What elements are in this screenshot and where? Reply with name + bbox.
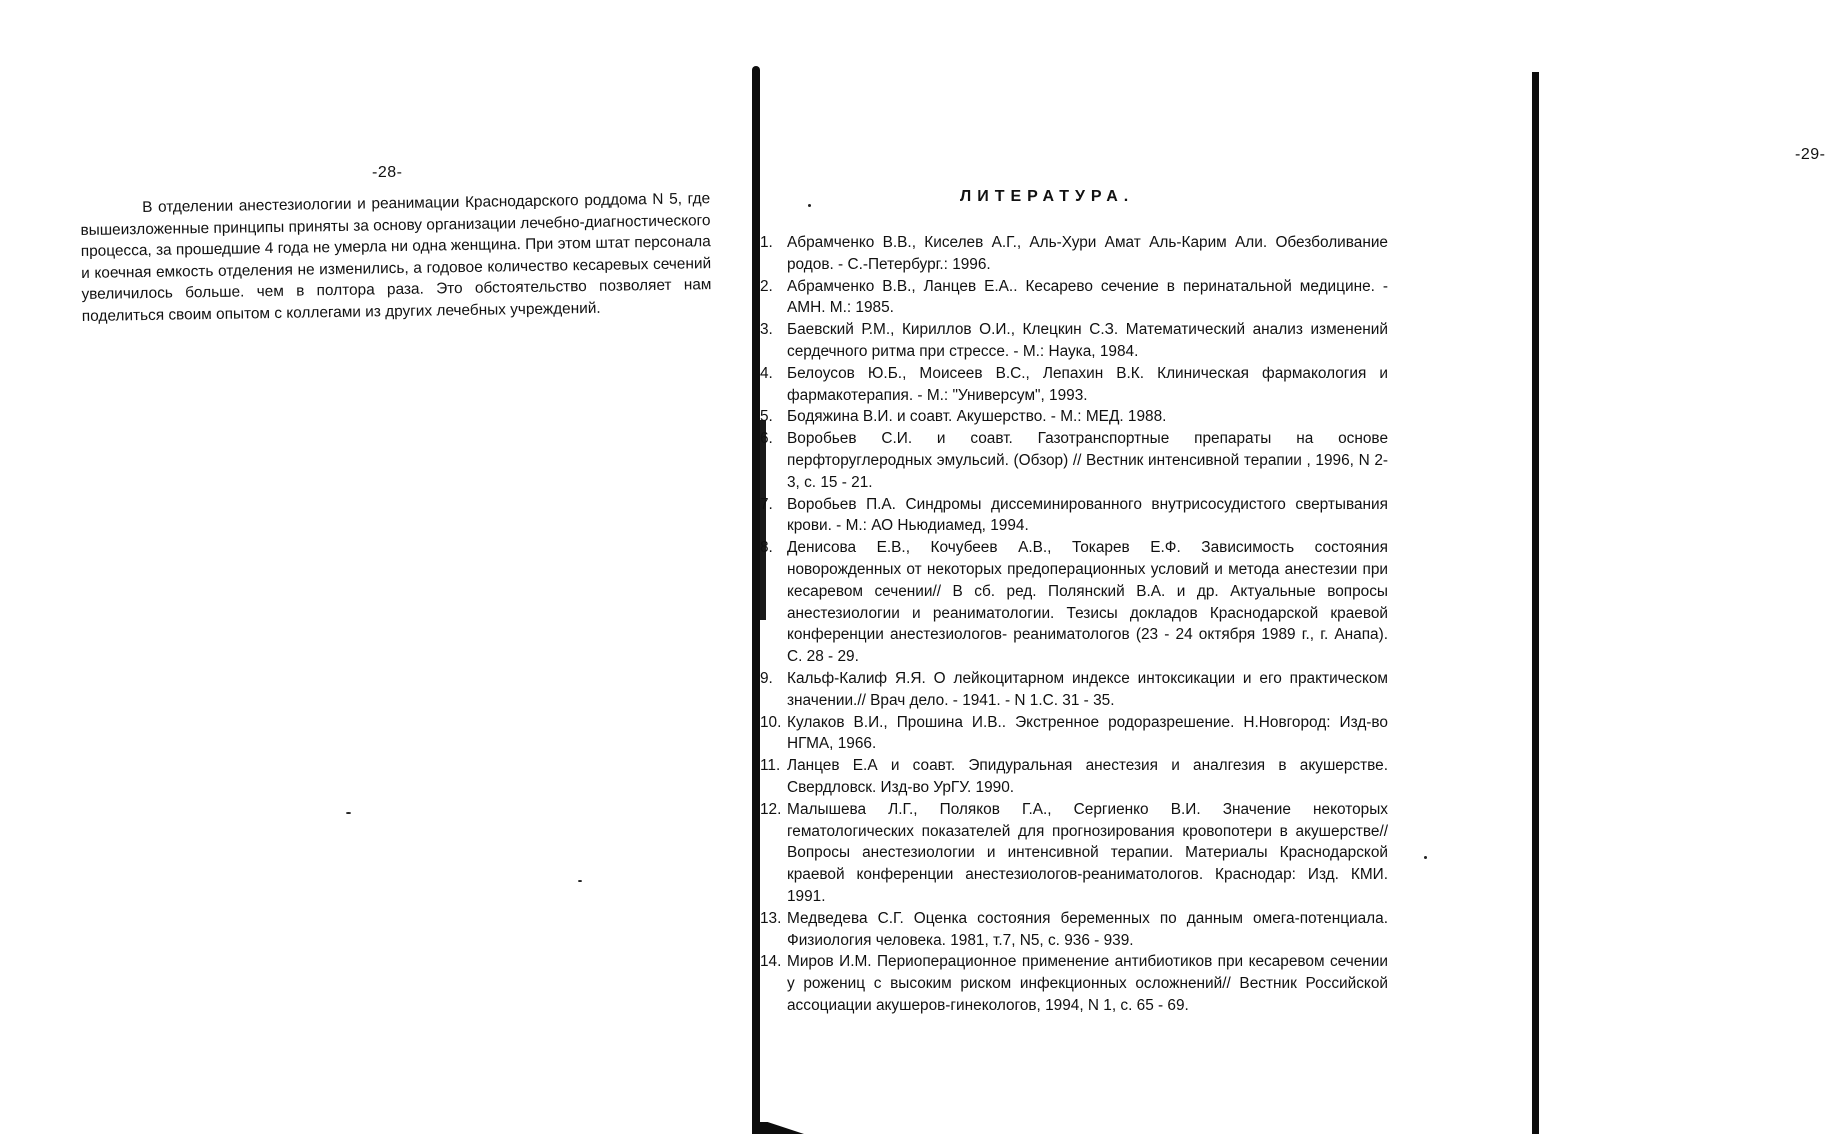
reference-number: 5. — [760, 408, 773, 426]
reference-text: Кулаков В.И., Прошина И.В.. Экстренное родоразрешение. Н.Новгород: Изд-во НГМА, 1966. — [787, 713, 1388, 753]
reference-number: 10. — [760, 713, 782, 731]
reference-number: 4. — [760, 364, 773, 382]
reference-item — [760, 363, 1388, 407]
left-page — [0, 0, 745, 1134]
reference-number: 13. — [760, 909, 782, 927]
reference-item — [760, 951, 1388, 1016]
reference-text: Баевский Р.М., Кириллов О.И., Клецкин С.З. Математический анализ изменений сердечного ритма при стрессе. - М.: Наука, 1984. — [787, 321, 1388, 360]
reference-number: 6. — [760, 430, 773, 448]
reference-text: Белоусов Ю.Б., Моисеев В.С., Лепахин В.К. Клиническая фармакология и фармакотерапия. - М.: "Универсум", 1993. — [787, 364, 1388, 404]
reference-text: Малышева Л.Г., Поляков Г.А., Сергиенко В.И. Значение некоторых гематологических показателей для прогнозирования кровопотери в акушерстве// Вопросы анестезиологии и интенсивной терапии. Материалы Краснодарской краевой конференции анестезиологов-реаниматологов. Краснодар: Изд. КМИ. 1991. — [787, 800, 1388, 905]
reference-item — [760, 908, 1388, 952]
reference-text: Кальф-Калиф Я.Я. О лейкоцитарном индексе интоксикации и его практическом значении.// Врач дело. - 1941. - N 1.С. 31 - 35. — [787, 669, 1388, 709]
reference-text: Воробьев П.А. Синдромы диссеминированного внутрисосудистого свертывания крови. - М.: АО Ньюдиамед, 1994. — [787, 495, 1388, 535]
reference-number: 14. — [760, 953, 782, 971]
reference-text: Медведева С.Г. Оценка состояния беременных по данным омега-потенциала. Физиология человека. 1981, т.7, N5, с. 936 - 939. — [787, 909, 1388, 949]
reference-number: 9. — [760, 669, 773, 687]
references-heading: ЛИТЕРАТУРА. — [960, 188, 1135, 205]
page-number-right: -29- — [1795, 146, 1825, 163]
reference-number: 11. — [760, 757, 781, 775]
reference-number: 7. — [760, 495, 773, 513]
reference-number: 2. — [760, 277, 773, 295]
reference-item — [760, 276, 1388, 320]
body-paragraph: В отделении анестезиологии и реанимации Краснодарского роддома N 5, где вышеизложенные принципы приняты за основу организации лечебно-диагностического процесса, за прошедшие 4 года не умерла ни одна женщина. При этом штат персонала и коечная емкость отделения не изменились, а годовое количество кесаревых сечений увеличилось больше. чем в полтора раза. Это обстоятельство позволяет нам поделиться своим опытом с коллегами из других лечебных учреждений. — [80, 190, 712, 326]
reference-item — [760, 406, 1388, 428]
reference-item — [760, 712, 1388, 756]
reference-text: Миров И.М. Периоперационное применение антибиотиков при кесаревом сечении у рожениц с высоким риском инфекционных осложнений// Вестник Российской ассоциации акушеров-гинекологов, 1994, N 1, с. 65 - 69. — [787, 953, 1388, 1014]
reference-text: Ланцев Е.А и соавт. Эпидуральная анестезия и аналгезия в акушерстве. Свердловск. Изд-во УрГУ. 1990. — [787, 757, 1388, 796]
reference-number: 1. — [760, 234, 773, 251]
reference-number: 3. — [760, 321, 773, 339]
reference-item — [760, 799, 1388, 908]
reference-item — [760, 232, 1388, 276]
reference-item — [760, 755, 1388, 799]
reference-text: Абрамченко В.В., Киселев А.Г., Аль-Хури Амат Аль-Карим Али. Обезболивание родов. - С.-Петербург.: 1996. — [787, 234, 1388, 273]
page-number-left: -28- — [372, 164, 403, 181]
reference-number: 8. — [760, 539, 773, 557]
reference-item — [760, 319, 1388, 363]
reference-text: Абрамченко В.В., Ланцев Е.А.. Кесарево сечение в перинатальной медицине. - АМН. М.: 1985. — [787, 277, 1388, 317]
reference-item — [760, 428, 1388, 493]
reference-text: Бодяжина В.И. и соавт. Акушерство. - М.: МЕД. 1988. — [787, 408, 1167, 426]
reference-list — [760, 232, 1388, 1017]
reference-item — [760, 668, 1388, 712]
reference-text: Денисова Е.В., Кочубеев А.В., Токарев Е.Ф. Зависимость состояния новорожденных от некоторых предоперационных условий и метода анестезии при кесаревом сечении// В сб. ред. Полянский В.А. и др. Актуальные вопросы анестезиологии и реаниматологии. Тезисы докладов Краснодарской краевой конференции анестезиологов- реаниматологов (23 - 24 октября 1989 г., г. Анапа). С. 28 - 29. — [787, 539, 1388, 666]
reference-text: Воробьев С.И. и соавт. Газотранспортные препараты на основе перфторуглеродных эмульсий. (Обзор) // Вестник интенсивной терапии , 1996, N 2-3, с. 15 - 21. — [787, 430, 1388, 491]
scan-speck — [346, 812, 351, 814]
scan-speck — [578, 880, 582, 882]
reference-item — [760, 494, 1388, 538]
reference-item — [760, 537, 1388, 668]
reference-number: 12. — [760, 800, 782, 818]
